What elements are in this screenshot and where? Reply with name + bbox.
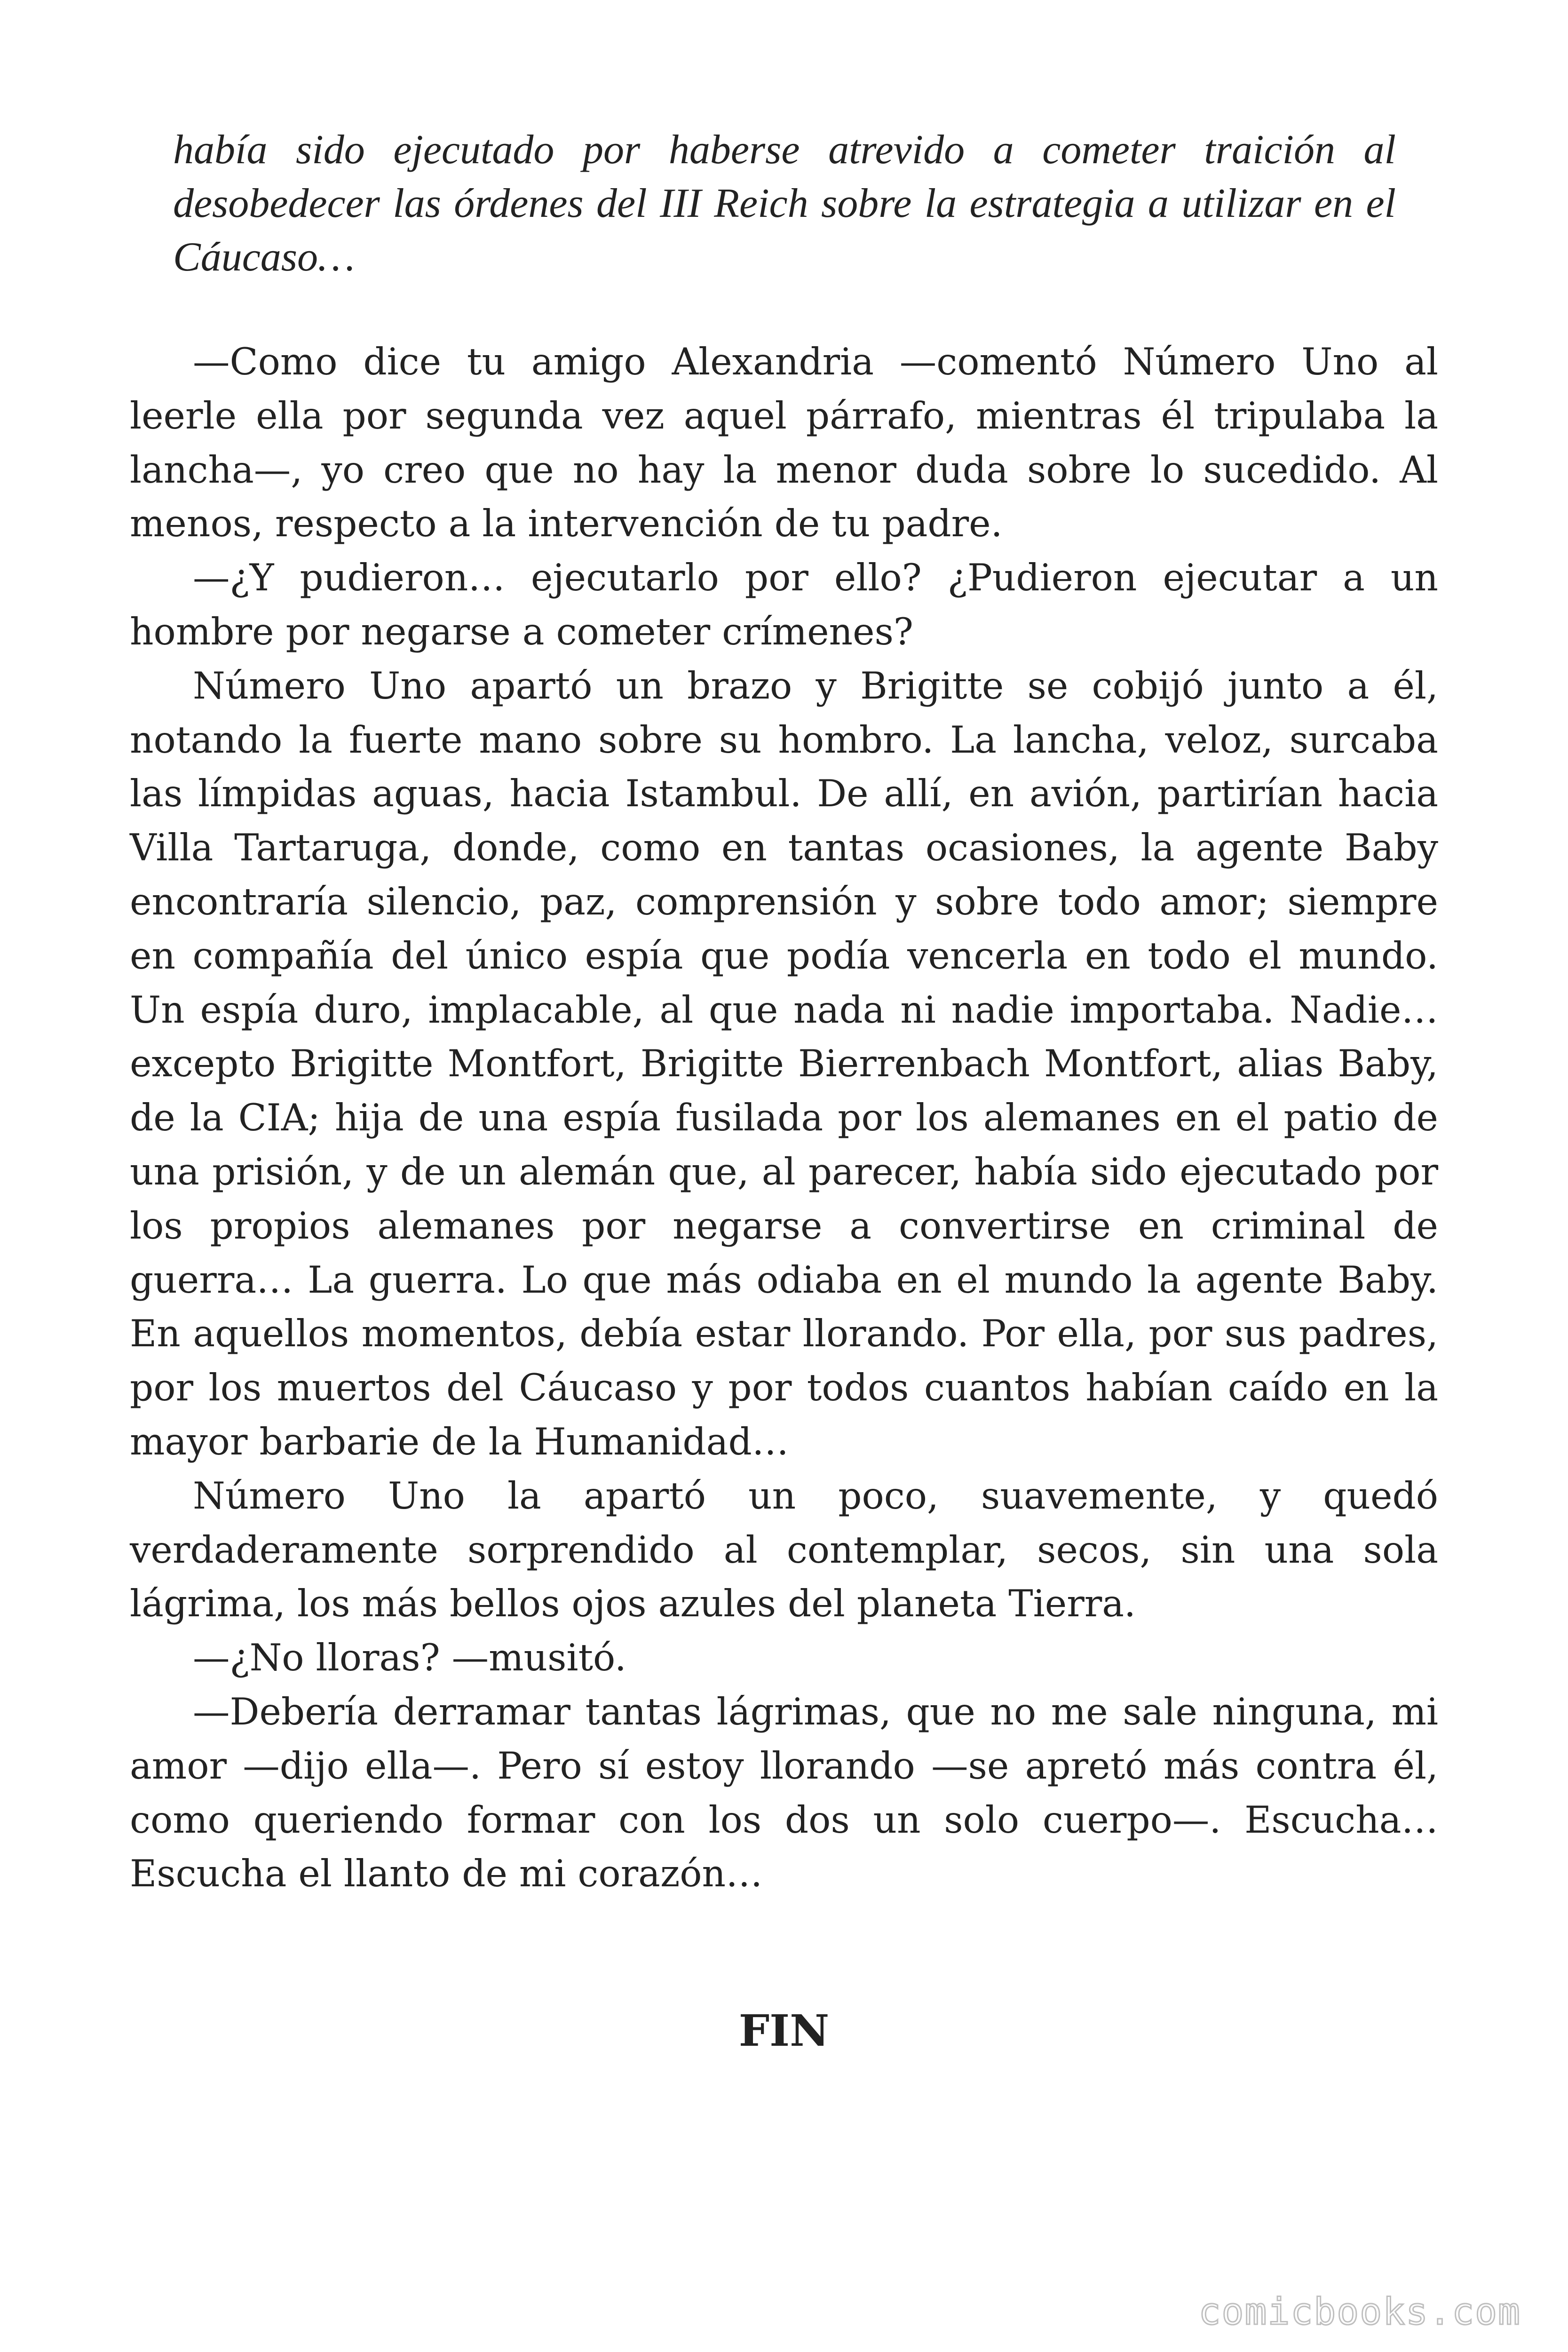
italic-quote: había sido ejecutado por haberse atrevido a cometer traición al desobedecer las órdenes del III Reich sobre la estrategia a utilizar en el Cáucaso… — [173, 127, 1396, 280]
paragraph: Número Uno la apartó un poco, suavemente, y quedó verdaderamente sorprendido al contemplar, secos, sin una sola lágrima, los más bellos ojos azules del planeta Tierra. — [130, 1474, 1438, 1626]
body-text — [130, 335, 1438, 1901]
ending-title: FIN — [738, 2005, 830, 2056]
paragraph: —Como dice tu amigo Alexandria —comentó Número Uno al leerle ella por segunda vez aquel párrafo, mientras él tripulaba la lancha—, yo creo que no hay la menor duda sobre lo sucedido. Al menos, respecto a la intervención de tu padre. — [130, 340, 1438, 546]
paragraph: Número Uno apartó un brazo y Brigitte se cobijó junto a él, notando la fuerte mano sobre su hombro. La lancha, veloz, surcaba las límpidas aguas, hacia Istambul. De allí, en avión, partirían hacia Villa Tartaruga, donde, como en tantas ocasiones, la agente Baby encontraría silencio, paz, comprensión y sobre todo amor; siempre en compañía del único espía que podía vencerla en todo el mundo. Un espía duro, implacable, al que nada ni nadie importaba. Nadie… excepto Brigitte Montfort, Brigitte Bierrenbach Montfort, alias Baby, de la CIA; hija de una espía fusilada por los alemanes en el patio de una prisión, y de un alemán que, al parecer, había sido ejecutado por los propios alemanes por negarse a convertirse en criminal de guerra… La guerra. Lo que más odiaba en el mundo la agente Baby. En aquellos momentos, debía estar llorando. Por ella, por sus padres, por los muertos del Cáucaso y por todos cuantos habían caído en la mayor barbarie de la Humanidad… — [130, 664, 1438, 1463]
paragraph: —Debería derramar tantas lágrimas, que no me sale ninguna, mi amor —dijo ella—. Pero sí estoy llorando —se apretó más contra él, como queriendo formar con los dos un solo cuerpo—. Escucha… Escucha el llanto de mi corazón… — [130, 1690, 1438, 1896]
watermark: comicbooks.com — [1198, 2291, 1521, 2333]
paragraph: —¿Y pudieron… ejecutarlo por ello? ¿Pudieron ejecutar a un hombre por negarse a cometer crímenes? — [130, 556, 1438, 653]
paragraph: —¿No lloras? —musitó. — [193, 1636, 626, 1680]
